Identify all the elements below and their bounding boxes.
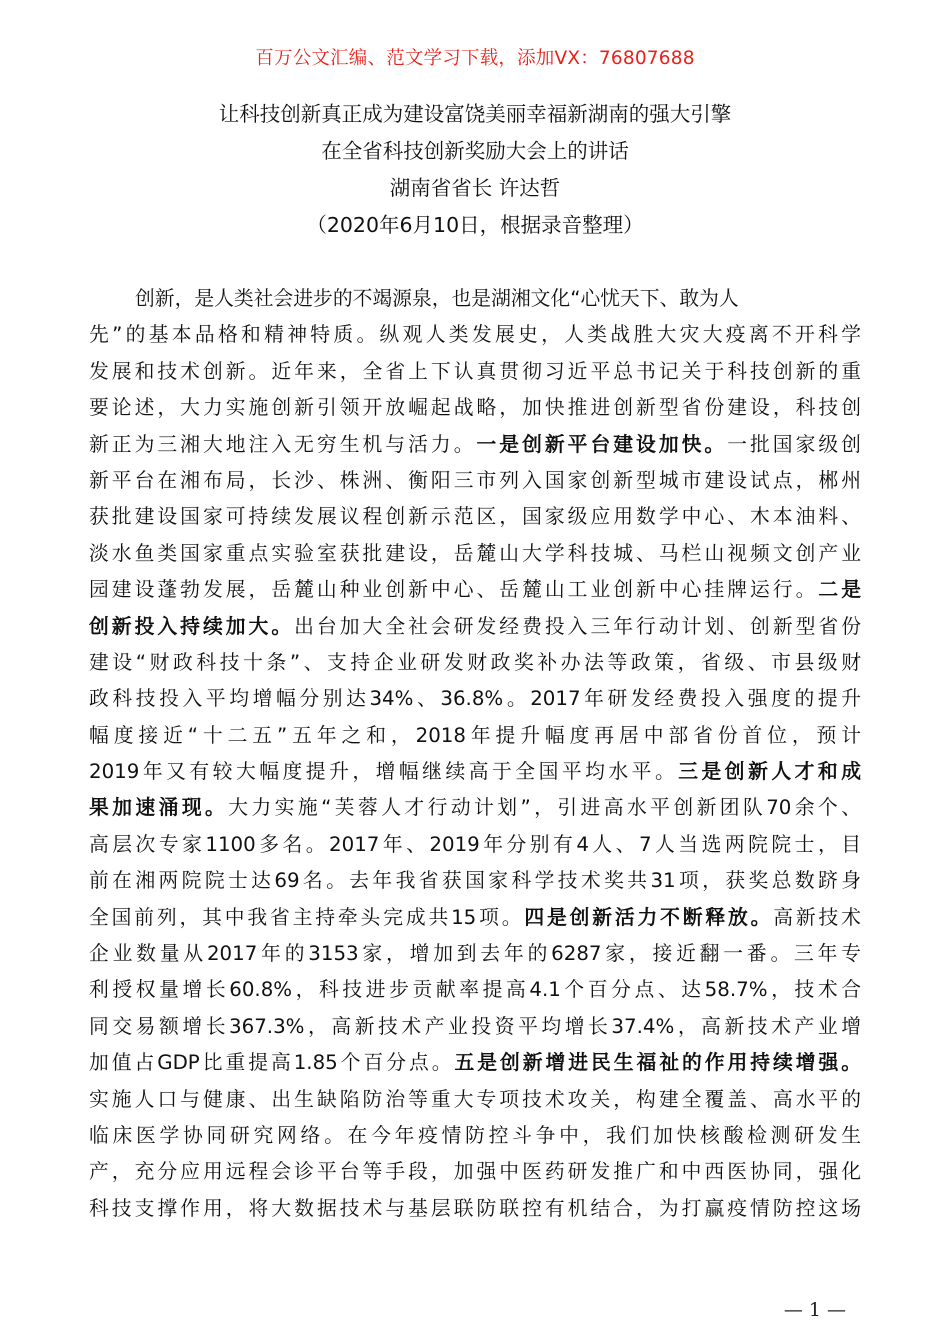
body-line	[89, 499, 861, 535]
promo-banner: 百万公文汇编、范文学习下载，添加VX：76807688	[255, 48, 695, 69]
body-text-segment: 幅度接近“十二五”五年之和，2018年提升幅度再居中部省份首位，预计	[89, 723, 861, 747]
body-line	[89, 827, 861, 863]
body-text-segment: 实施人口与健康、出生缺陷防治等重大专项技术攻关，构建全覆盖、高水平的	[89, 1087, 861, 1111]
body-text-segment: 高层次专家1100多名。2017年、2019年分别有4人、7人当选两院院士，目	[89, 832, 861, 856]
body-line	[89, 1118, 861, 1154]
body-line	[89, 900, 861, 936]
body-text-segment: 获批建设国家可持续发展议程创新示范区，国家级应用数学中心、木本油料、	[89, 505, 861, 529]
title-block	[0, 96, 950, 244]
body-line	[89, 1009, 861, 1045]
body-line	[89, 427, 861, 463]
body-line	[89, 536, 861, 572]
body-line	[89, 790, 861, 826]
body-text-segment: 全国前列，其中我省主持牵头完成共15项。	[89, 905, 525, 929]
body-line	[89, 281, 861, 317]
body-text-segment: 创新，是人类社会进步的不竭源泉，也是湖湘文化“心忧天下、敢为人	[135, 287, 739, 310]
body-text-segment: 同交易额增长367.3%，高新技术产业投资平均增长37.4%，高新技术产业增	[89, 1014, 861, 1038]
body-text-segment: 2019年又有较大幅度提升，增幅继续高于全国平均水平。	[89, 760, 679, 784]
bold-heading-text: 创新投入持续加大。	[89, 614, 295, 638]
bold-heading-text: 五是创新增进民生福祉的作用持续增强。	[454, 1051, 861, 1075]
body-paragraph	[89, 281, 861, 1227]
body-line	[89, 390, 861, 426]
body-text-segment: 出台加大全社会研发经费投入三年行动计划、创新型省份	[294, 614, 861, 638]
page-number: — 1 —	[783, 1299, 846, 1321]
body-text-segment: 临床医学协同研究网络。在今年疫情防控斗争中，我们加快核酸检测研发生	[89, 1123, 861, 1147]
body-line	[89, 317, 861, 353]
body-text-segment: 新平台在湘布局，长沙、株洲、衡阳三市列入国家创新型城市建设试点，郴州	[89, 468, 861, 492]
body-text-segment: 大力实施“芙蓉人才行动计划”，引进高水平创新团队70余个、	[228, 796, 861, 820]
document-subtitle: 在全省科技创新奖励大会上的讲话	[321, 139, 629, 163]
bold-heading-text: 二是	[818, 578, 861, 602]
body-text-segment: 政科技投入平均增幅分别达34%、36.8%。2017年研发经费投入强度的提升	[89, 687, 861, 711]
body-text-segment: 利授权量增长60.8%，科技进步贡献率提高4.1个百分点、达58.7%，技术合	[89, 978, 861, 1002]
body-line	[89, 609, 861, 645]
body-text-segment: 新正为三湘大地注入无穷生机与活力。	[89, 432, 477, 456]
body-line	[89, 863, 861, 899]
body-line	[89, 1154, 861, 1190]
body-text-segment: 发展和技术创新。近年来，全省上下认真贯彻习近平总书记关于科技创新的重	[89, 359, 861, 383]
body-text-segment: 高新技术	[773, 905, 861, 929]
body-line	[89, 1082, 861, 1118]
body-text-segment: 加值占GDP比重提高1.85个百分点。	[89, 1051, 455, 1075]
body-line	[89, 354, 861, 390]
speaker-line: 湖南省省长 许达哲	[389, 176, 561, 200]
body-line	[89, 1045, 861, 1081]
bold-heading-text: 四是创新活力不断释放。	[524, 905, 774, 929]
body-text-segment: 一批国家级创	[727, 432, 861, 456]
body-line	[89, 1191, 861, 1227]
body-line	[89, 645, 861, 681]
body-text-segment: 产，充分应用远程会诊平台等手段，加强中医药研发推广和中西医协同，强化	[89, 1160, 861, 1184]
body-text-segment: 淡水鱼类国家重点实验室获批建设，岳麓山大学科技城、马栏山视频文创产业	[89, 541, 861, 565]
bold-heading-text: 一是创新平台建设加快。	[476, 432, 728, 456]
body-text-segment: 先”的基本品格和精神特质。纵观人类发展史，人类战胜大灾大疫离不开科学	[89, 323, 861, 347]
body-text-segment: 要论述，大力实施创新引领开放崛起战略，加快推进创新型省份建设，科技创	[89, 396, 861, 420]
document-title: 让科技创新真正成为建设富饶美丽幸福新湖南的强大引擎	[218, 102, 732, 126]
body-line	[89, 972, 861, 1008]
body-text-segment: 前在湘两院院士达69名。去年我省获国家科学技术奖共31项，获奖总数跻身	[89, 869, 861, 893]
body-text-segment: 科技支撑作用，将大数据技术与基层联防联控有机结合，为打赢疫情防控这场	[89, 1196, 861, 1220]
body-line	[89, 572, 861, 608]
date-note: （2020年6月10日，根据录音整理）	[306, 213, 644, 237]
bold-heading-text: 三是创新人才和成	[678, 760, 861, 784]
body-line	[89, 936, 861, 972]
body-text-segment: 企业数量从2017年的3153家，增加到去年的6287家，接近翻一番。三年专	[89, 942, 861, 966]
body-line	[89, 463, 861, 499]
body-line	[89, 718, 861, 754]
body-text-segment: 园建设蓬勃发展，岳麓山种业创新中心、岳麓山工业创新中心挂牌运行。	[89, 578, 819, 602]
body-text-segment: 建设“财政科技十条”、支持企业研发财政奖补办法等政策，省级、市县级财	[89, 650, 861, 674]
body-line	[89, 681, 861, 717]
body-line	[89, 754, 861, 790]
bold-heading-text: 果加速涌现。	[89, 796, 229, 820]
